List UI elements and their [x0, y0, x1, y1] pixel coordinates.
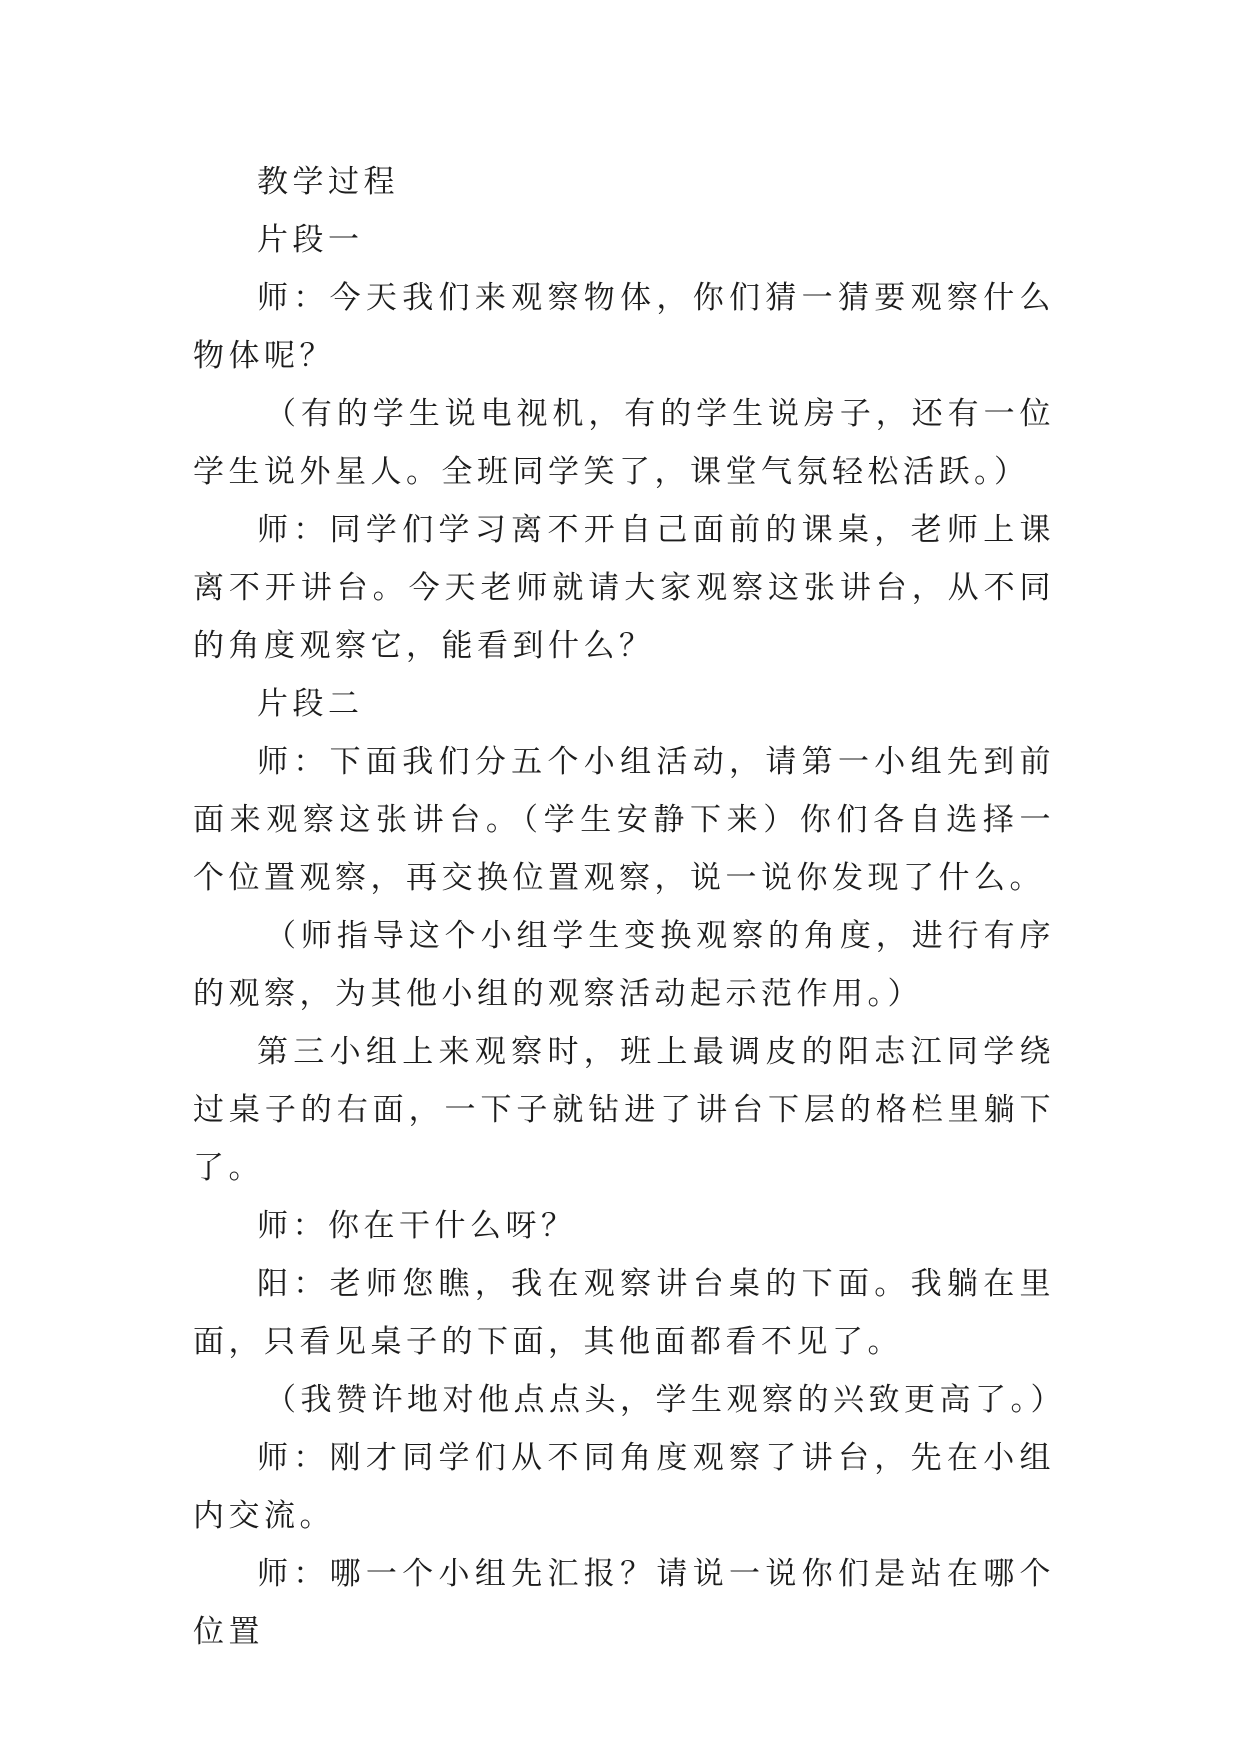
- paragraph: （有的学生说电视机，有的学生说房子，还有一位学生说外星人。全班同学笑了，课堂气氛轻松活跃。）: [193, 396, 1055, 490]
- document-body: [193, 153, 1066, 1661]
- fragment-heading: 片段二: [257, 686, 364, 722]
- paragraph: 师：同学们学习离不开自己面前的课桌，老师上课离不开讲台。今天老师就请大家观察这张讲台，从不同的角度观察它，能看到什么？: [193, 512, 1055, 664]
- paragraph: （我赞许地对他点点头，学生观察的兴致更高了。）: [265, 1382, 1066, 1418]
- fragment-heading: 片段一: [257, 222, 364, 258]
- paragraph: 师：刚才同学们从不同角度观察了讲台，先在小组内交流。: [193, 1440, 1055, 1534]
- paragraph: 第三小组上来观察时，班上最调皮的阳志江同学绕过桌子的右面，一下子就钻进了讲台下层的格栏里躺下了。: [193, 1034, 1055, 1186]
- paragraph: 阳：老师您瞧，我在观察讲台桌的下面。我躺在里面，只看见桌子的下面，其他面都看不见了。: [193, 1266, 1055, 1360]
- paragraph: （师指导这个小组学生变换观察的角度，进行有序的观察，为其他小组的观察活动起示范作用。）: [193, 918, 1055, 1012]
- paragraph: 师：你在干什么呀？: [257, 1208, 577, 1244]
- paragraph: 师：今天我们来观察物体，你们猜一猜要观察什么物体呢？: [193, 280, 1055, 374]
- paragraph: 师：哪一个小组先汇报？请说一说你们是站在哪个位置: [193, 1556, 1055, 1650]
- paragraph: 师：下面我们分五个小组活动，请第一小组先到前面来观察这张讲台。（学生安静下来）你们各自选择一个位置观察，再交换位置观察，说一说你发现了什么。: [193, 744, 1055, 896]
- section-heading: 教学过程: [257, 164, 399, 200]
